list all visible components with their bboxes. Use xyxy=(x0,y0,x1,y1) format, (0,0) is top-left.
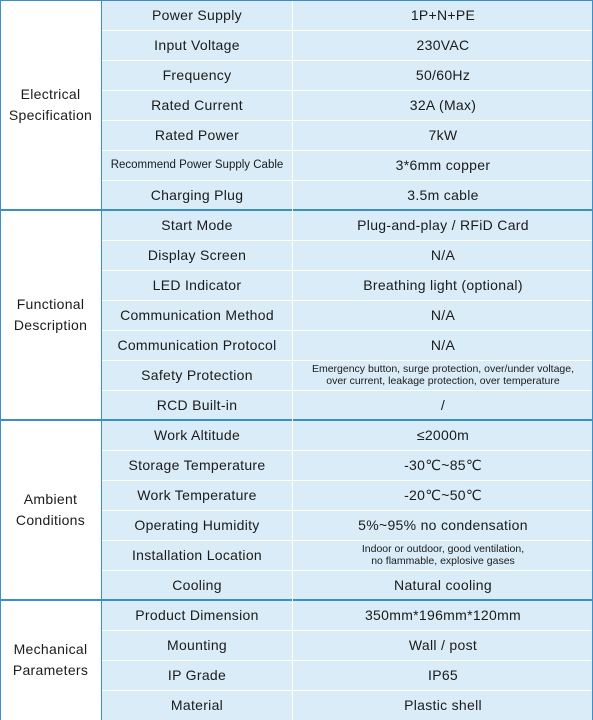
row-separator xyxy=(102,270,593,271)
spec-value: 3*6mm copper xyxy=(395,157,491,173)
spec-value: IP65 xyxy=(428,667,458,683)
spec-label: Display Screen xyxy=(147,247,247,263)
row-separator xyxy=(102,120,593,121)
spec-label: Cooling xyxy=(172,577,222,593)
row-separator xyxy=(102,150,593,151)
row-separator xyxy=(102,240,593,241)
column-border xyxy=(0,0,1,720)
spec-value: 1P+N+PE xyxy=(410,7,476,23)
spec-label: Storage Temperature xyxy=(128,457,266,473)
spec-label: Product Dimension xyxy=(135,607,259,623)
spec-value: -30℃~85℃ xyxy=(404,456,482,473)
table-top-border xyxy=(0,0,593,1)
spec-label: Communication Method xyxy=(120,307,274,323)
spec-value: 50/60Hz xyxy=(415,67,471,83)
spec-label: Rated Current xyxy=(151,97,243,113)
row-separator xyxy=(102,180,593,181)
spec-value: N/A xyxy=(430,307,456,323)
row-separator xyxy=(102,60,593,61)
spec-label: Safety Protection xyxy=(141,367,253,383)
spec-label: Recommend Power Supply Cable xyxy=(110,159,284,171)
row-separator xyxy=(102,360,593,361)
spec-label: RCD Built-in xyxy=(156,397,238,413)
spec-label: Rated Power xyxy=(154,127,240,143)
spec-label: Frequency xyxy=(162,67,232,83)
spec-value: 7kW xyxy=(428,127,458,143)
spec-label: IP Grade xyxy=(167,667,227,683)
section-title: Mechanical Parameters xyxy=(12,641,89,678)
spec-value: Wall / post xyxy=(408,637,478,653)
row-separator xyxy=(102,690,593,691)
spec-value: Plastic shell xyxy=(404,697,482,713)
spec-label: Charging Plug xyxy=(150,187,244,203)
section-divider xyxy=(0,599,593,601)
spec-label: Material xyxy=(170,697,224,713)
spec-value: N/A xyxy=(430,247,456,263)
row-separator xyxy=(102,30,593,31)
row-separator xyxy=(102,510,593,511)
spec-label: Power Supply xyxy=(152,7,242,23)
spec-value: 230VAC xyxy=(416,37,470,53)
section-title: Electrical Specification xyxy=(8,86,93,123)
row-separator xyxy=(102,630,593,631)
spec-label: Mounting xyxy=(167,637,227,653)
spec-label: Input Voltage xyxy=(154,37,240,53)
spec-label: Work Altitude xyxy=(153,427,241,443)
section-divider xyxy=(0,419,593,421)
spec-value: Emergency button, surge protection, over/under voltage, over current, leakage protection, over temperature xyxy=(311,363,575,387)
row-separator xyxy=(102,90,593,91)
spec-label: Operating Humidity xyxy=(134,517,260,533)
row-separator xyxy=(102,480,593,481)
row-separator xyxy=(102,390,593,391)
section-title: Functional Description xyxy=(13,296,88,333)
spec-value: Indoor or outdoor, good ventilation, no flammable, explosive gases xyxy=(361,543,525,567)
row-separator xyxy=(102,540,593,541)
spec-value: 3.5m cable xyxy=(407,187,479,203)
spec-label: Work Temperature xyxy=(137,487,257,503)
spec-value: / xyxy=(440,397,446,413)
spec-label: Communication Protocol xyxy=(117,337,277,353)
spec-value: Plug-and-play / RFiD Card xyxy=(357,217,529,233)
column-border xyxy=(101,0,102,720)
row-separator xyxy=(102,660,593,661)
spec-value: -20℃~50℃ xyxy=(404,486,482,503)
spec-label: Installation Location xyxy=(131,547,263,563)
spec-value: Breathing light (optional) xyxy=(363,277,523,293)
spec-value: N/A xyxy=(430,337,456,353)
row-separator xyxy=(102,330,593,331)
row-separator xyxy=(102,570,593,571)
spec-label: LED Indicator xyxy=(152,277,242,293)
row-separator xyxy=(102,450,593,451)
spec-value: 5%~95% no condensation xyxy=(358,517,528,533)
spec-label: Start Mode xyxy=(161,217,233,233)
section-title: Ambient Conditions xyxy=(15,491,86,528)
section-divider xyxy=(0,209,593,211)
spec-value: 350mm*196mm*120mm xyxy=(364,607,522,623)
column-border xyxy=(292,0,293,720)
spec-value: Natural cooling xyxy=(394,577,492,593)
row-separator xyxy=(102,300,593,301)
spec-value: ≤2000m xyxy=(416,427,470,443)
spec-value: 32A (Max) xyxy=(409,97,477,113)
